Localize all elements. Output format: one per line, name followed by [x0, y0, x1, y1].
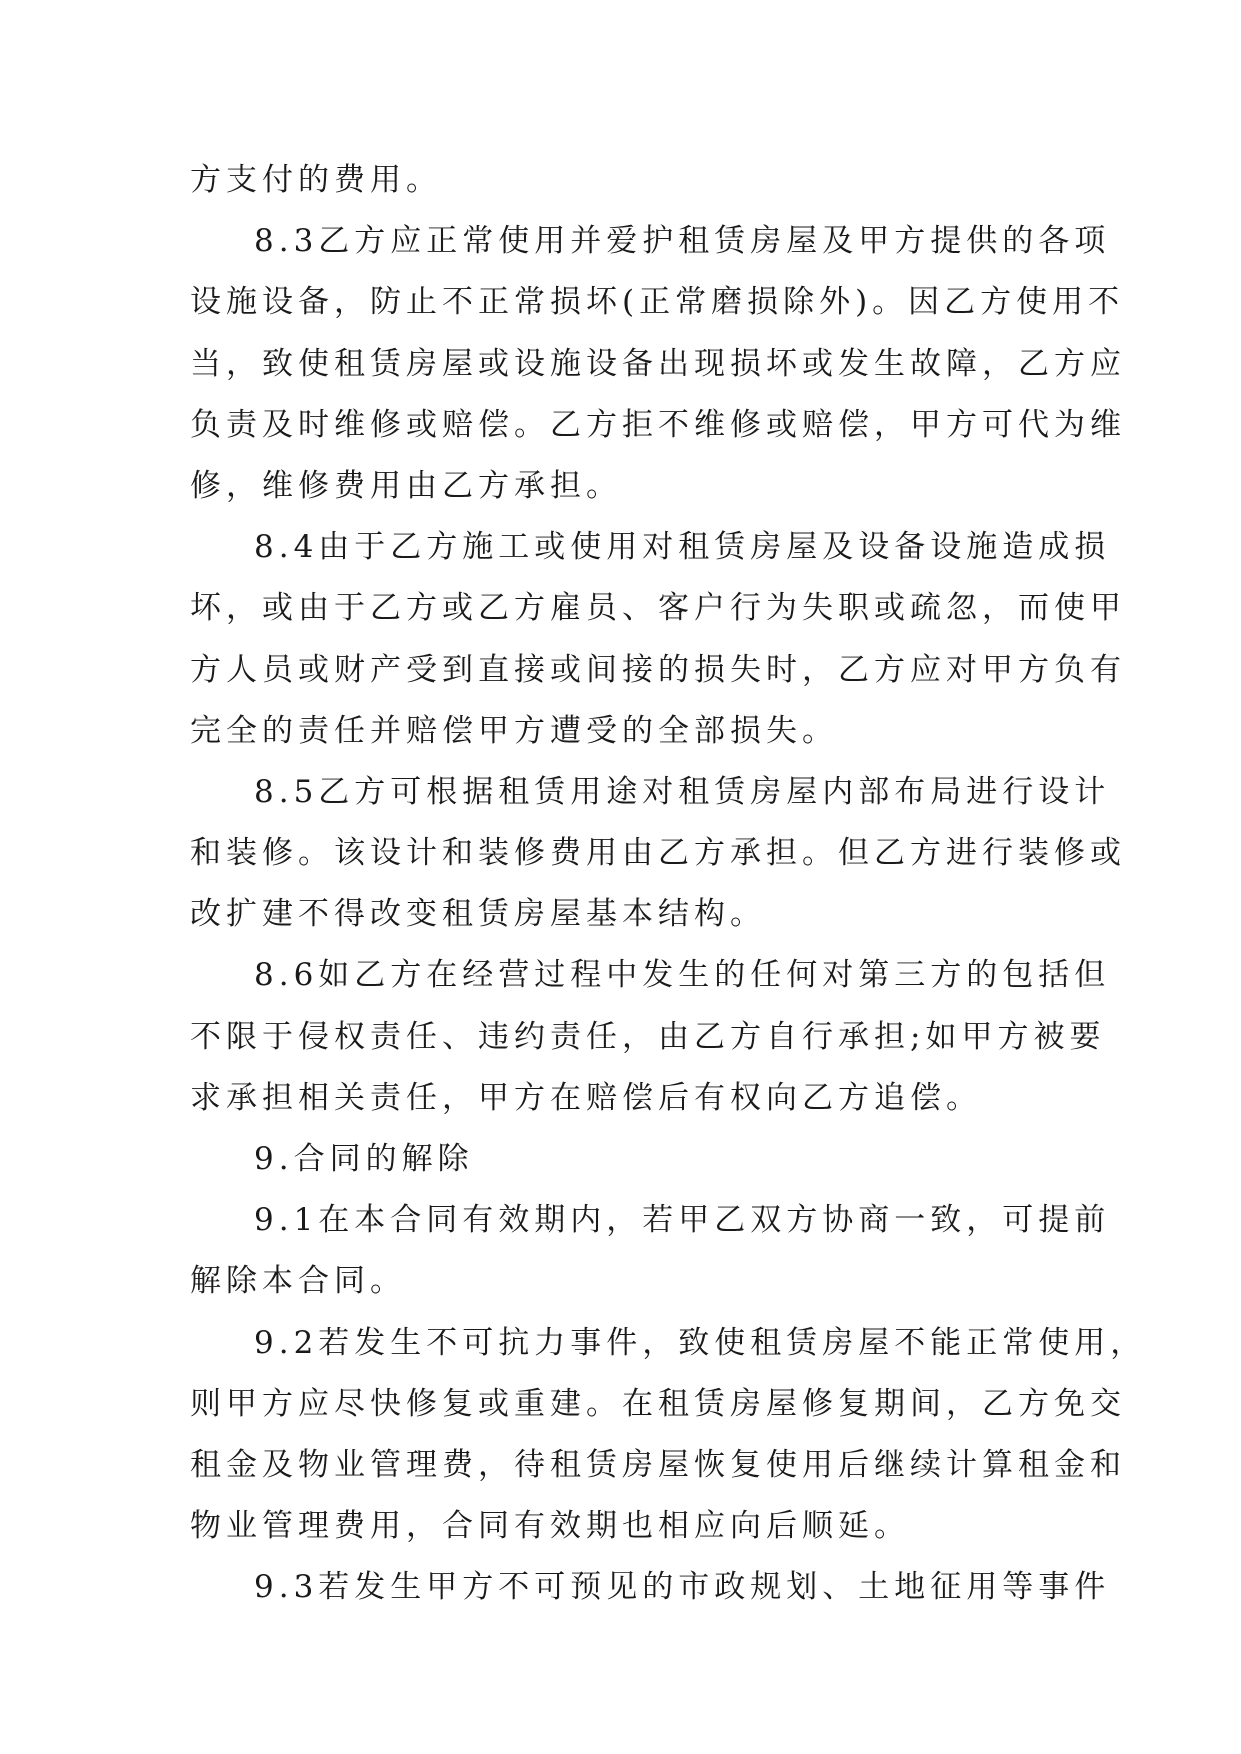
text-line: 求承担相关责任，甲方在赔偿后有权向乙方追偿。 [190, 1079, 982, 1116]
text-line: 不限于侵权责任、违约责任，由乙方自行承担;如甲方被要 [190, 1018, 1106, 1055]
text-line: 当，致使租赁房屋或设施设备出现损坏或发生故障，乙方应 [190, 345, 1126, 382]
text-line: 物业管理费用，合同有效期也相应向后顺延。 [190, 1508, 910, 1545]
text-line: 修，维修费用由乙方承担。 [190, 467, 622, 504]
text-line: 完全的责任并赔偿甲方遭受的全部损失。 [190, 712, 838, 749]
text-line: 负责及时维修或赔偿。乙方拒不维修或赔偿，甲方可代为维 [190, 406, 1126, 443]
text-line: 租金及物业管理费，待租赁房屋恢复使用后继续计算租金和 [190, 1446, 1126, 1483]
clause-9-3-start: 9.3若发生甲方不可预见的市政规划、土地征用等事件 [254, 1569, 1111, 1606]
text-line: 解除本合同。 [190, 1263, 406, 1300]
text-line: 方人员或财产受到直接或间接的损失时，乙方应对甲方负有 [190, 651, 1126, 688]
text-line: 则甲方应尽快修复或重建。在租赁房屋修复期间，乙方免交 [190, 1385, 1126, 1422]
clause-8-6-start: 8.6如乙方在经营过程中发生的任何对第三方的包括但 [254, 957, 1111, 994]
clause-8-3-start: 8.3乙方应正常使用并爱护租赁房屋及甲方提供的各项 [254, 223, 1111, 260]
text-line: 方支付的费用。 [190, 162, 442, 198]
section-9-heading: 9.合同的解除 [254, 1141, 474, 1177]
clause-9-2-start: 9.2若发生不可抗力事件，致使租赁房屋不能正常使用， [254, 1324, 1147, 1361]
clause-9-1-start: 9.1在本合同有效期内，若甲乙双方协商一致，可提前 [254, 1202, 1111, 1239]
clause-8-4-start: 8.4由于乙方施工或使用对租赁房屋及设备设施造成损 [254, 529, 1111, 566]
document-body [190, 150, 1147, 1619]
text-line: 和装修。该设计和装修费用由乙方承担。但乙方进行装修或 [190, 835, 1126, 872]
text-line: 改扩建不得改变租赁房屋基本结构。 [190, 896, 766, 933]
text-line: 坏，或由于乙方或乙方雇员、客户行为失职或疏忽，而使甲 [190, 590, 1126, 627]
clause-8-5-start: 8.5乙方可根据租赁用途对租赁房屋内部布局进行设计 [254, 773, 1111, 810]
text-line: 设施设备，防止不正常损坏(正常磨损除外)。因乙方使用不 [190, 284, 1125, 321]
